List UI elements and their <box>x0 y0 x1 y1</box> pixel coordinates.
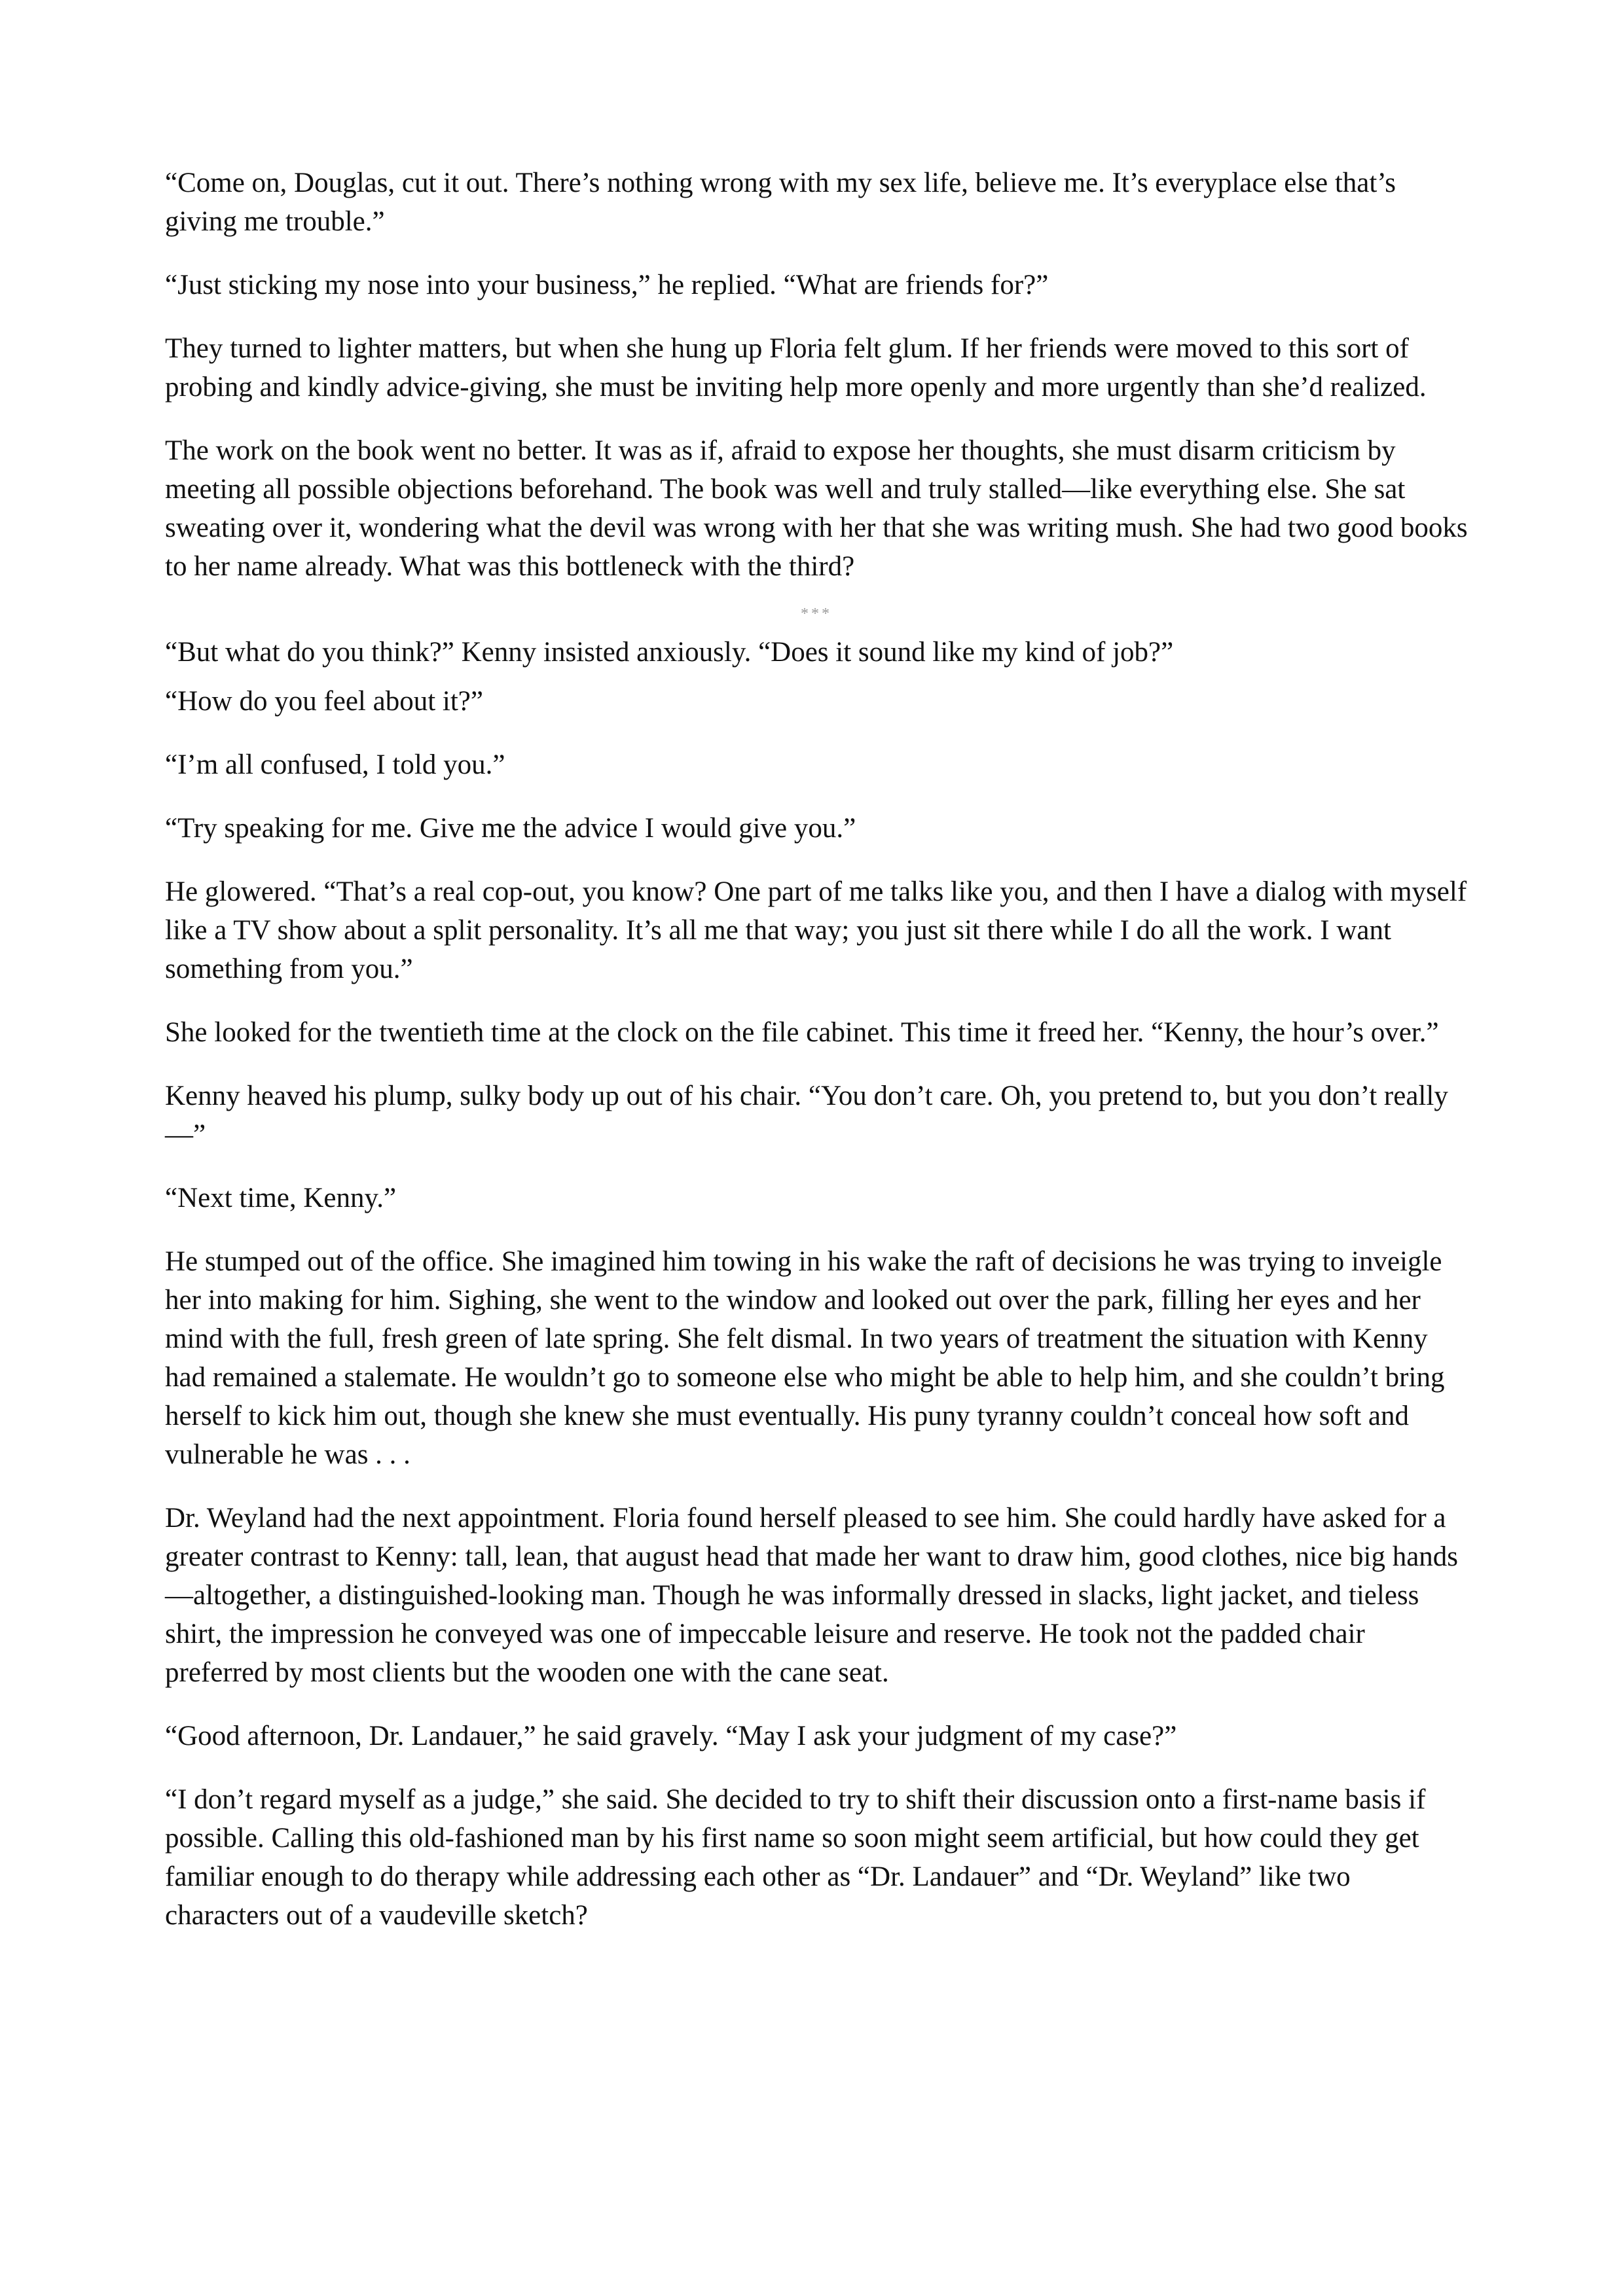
scene-break: *** <box>801 605 832 622</box>
paragraph-2: “Just sticking my nose into your business,” he replied. “What are friends for?” <box>165 270 1049 300</box>
paragraph-6: “How do you feel about it?” <box>165 686 483 717</box>
paragraph-5: “But what do you think?” Kenny insisted anxiously. “Does it sound like my kind of job?” <box>165 637 1174 668</box>
paragraph-15: “Good afternoon, Dr. Landauer,” he said gravely. “May I ask your judgment of my case?” <box>165 1721 1177 1751</box>
paragraph-1: “Come on, Douglas, cut it out. There’s nothing wrong with my sex life, believe me. It’s everyplace else that’s giving me trouble.” <box>165 168 1396 237</box>
paragraph-4: The work on the book went no better. It was as if, afraid to expose her thoughts, she must disarm criticism by meeting all possible objections beforehand. The book was well and truly stalled—like everything else. She sat sweating over it, wondering what the devil was wrong with her that she was writing mush. She had two good books to her name already. What was this bottleneck with the third? <box>165 435 1468 582</box>
paragraph-3: They turned to lighter matters, but when she hung up Floria felt glum. If her friends were moved to this sort of probing and kindly advice-giving, she must be inviting help more openly and more urgently than she’d realized. <box>165 333 1427 403</box>
paragraph-10: She looked for the twentieth time at the clock on the file cabinet. This time it freed her. “Kenny, the hour’s over.” <box>165 1017 1439 1048</box>
paragraph-16: “I don’t regard myself as a judge,” she said. She decided to try to shift their discussion onto a first-name basis if possible. Calling this old-fashioned man by his first name so soon might seem artificial, but how could they get familiar enough to do therapy while addressing each other as “Dr. Landauer” and “Dr. Weyland” like two characters out of a vaudeville sketch? <box>165 1784 1426 1931</box>
paragraph-11: Kenny heaved his plump, sulky body up out of his chair. “You don’t care. Oh, you pretend to, but you don’t really—” <box>165 1081 1448 1150</box>
paragraph-9: He glowered. “That’s a real cop-out, you know? One part of me talks like you, and then I have a dialog with myself like a TV show about a split personality. It’s all me that way; you just sit there while I do all the work. I want something from you.” <box>165 876 1467 984</box>
paragraph-8: “Try speaking for me. Give me the advice I would give you.” <box>165 813 856 844</box>
paragraph-14: Dr. Weyland had the next appointment. Floria found herself pleased to see him. She could hardly have asked for a greater contrast to Kenny: tall, lean, that august head that made her want to draw him, good clothes, nice big hands—altogether, a distinguished-looking man. Though he was informally dressed in slacks, light jacket, and tieless shirt, the impression he conveyed was one of impeccable leisure and reserve. He took not the padded chair preferred by most clients but the wooden one with the cane seat. <box>165 1503 1459 1688</box>
paragraph-12: “Next time, Kenny.” <box>165 1183 397 1213</box>
paragraph-13: He stumped out of the office. She imagined him towing in his wake the raft of decisions he was trying to inveigle her into making for him. Sighing, she went to the window and looked out over the park, filling her eyes and her mind with the full, fresh green of late spring. She felt dismal. In two years of treatment the situation with Kenny had remained a stalemate. He wouldn’t go to someone else who might be able to help him, and she couldn’t bring herself to kick him out, though she knew she must eventually. His puny tyranny couldn’t conceal how soft and vulnerable he was . . . <box>165 1246 1445 1470</box>
paragraph-7: “I’m all confused, I told you.” <box>165 749 505 780</box>
document-page <box>165 164 1468 1960</box>
